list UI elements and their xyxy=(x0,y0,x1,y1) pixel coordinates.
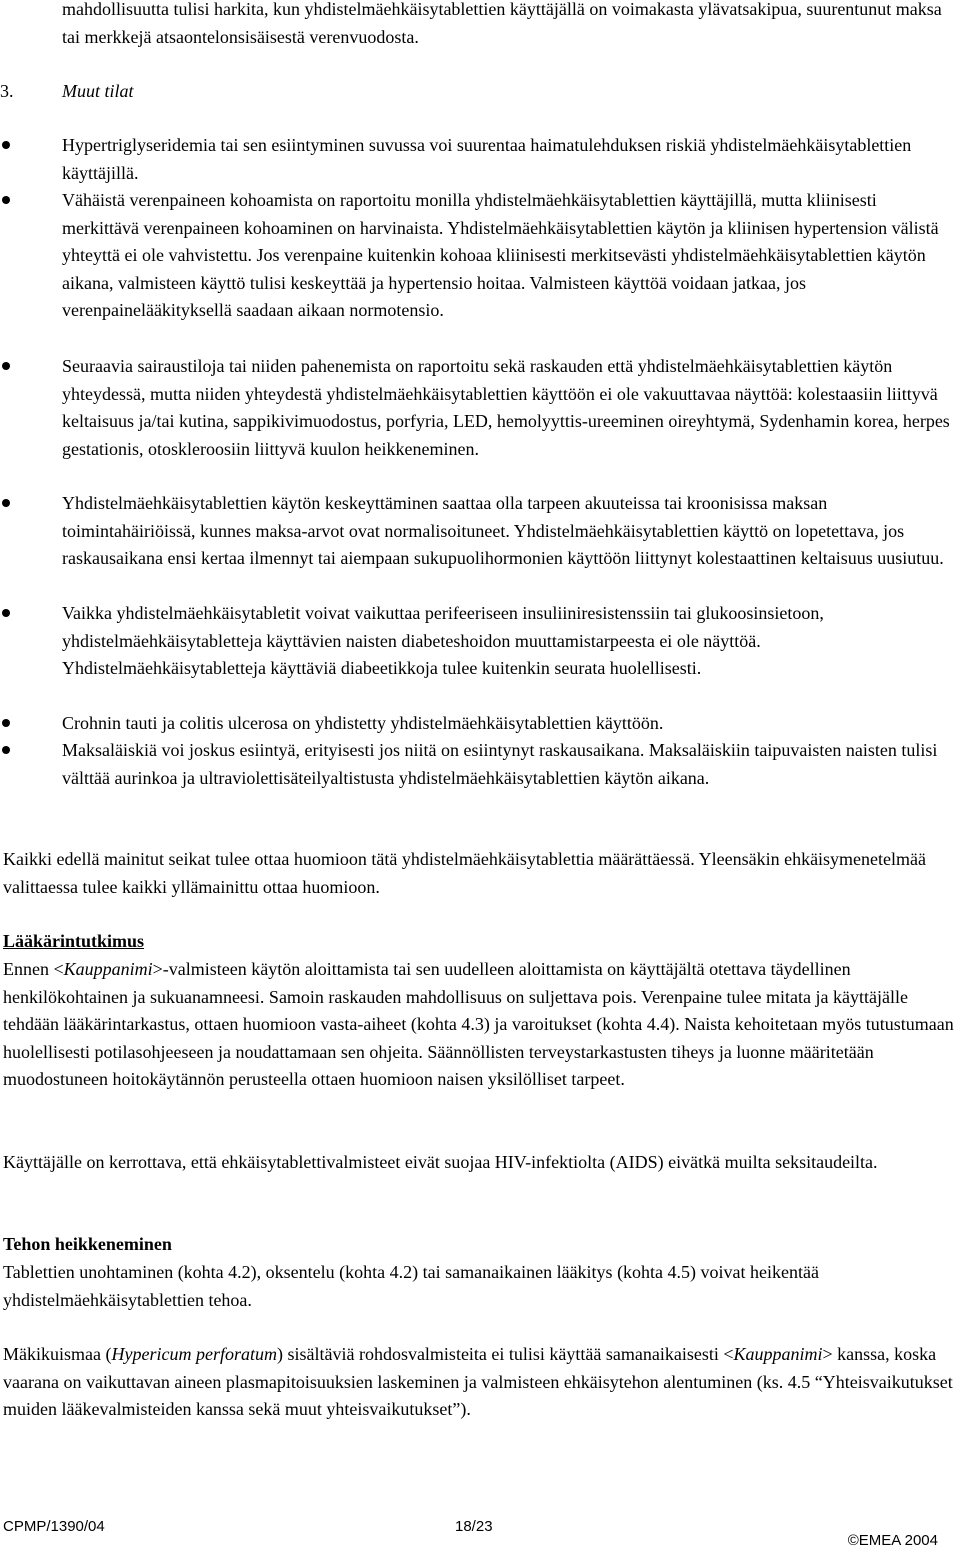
bullet-icon xyxy=(2,362,10,370)
list-item xyxy=(62,353,957,463)
list-item xyxy=(62,710,957,738)
medical-exam-heading: Lääkärintutkimus xyxy=(3,931,145,951)
text-segment: Ennen < xyxy=(3,959,64,979)
list-item-text: Yhdistelmäehkäisytablettien käytön keskeyttäminen saattaa olla tarpeen akuuteissa tai kroonisissa maksan toimintahäiriöissä, kunnes maksa-arvot ovat normalisoituneet. Yhdistelmäehkäisytablettien käyttö on lopetettava, jos raskausaikana ensi kertaa ilmennyt tai aiempaan sukupuolihormonien käyttöön liittynyt kolestaattinen keltaisuus uusiutuu. xyxy=(62,493,944,568)
list-item-text: Vaikka yhdistelmäehkäisytabletit voivat vaikuttaa perifeeriseen insuliiniresistenssiin tai glukoosinsietoon, yhdistelmäehkäisytabletteja käyttävien naisten diabeteshoidon muuttamistarpeesta ei ole näyttöä. Yhdistelmäehkäisytabletteja käyttäviä diabeetikkoja tulee kuitenkin seurata huolellisesti. xyxy=(62,603,824,678)
bullet-icon xyxy=(2,609,10,617)
list-item xyxy=(62,737,957,792)
bullet-icon xyxy=(2,746,10,754)
product-name: Kauppanimi xyxy=(733,1344,823,1364)
list-item-text: Hypertriglyseridemia tai sen esiintyminen suvussa voi suurentaa haimatulehduksen riskiä yhdistelmäehkäisytablettien käyttäjillä. xyxy=(62,135,912,183)
latin-name: Hypericum perforatum xyxy=(111,1344,277,1364)
footer-copyright: ©EMEA 2004 xyxy=(847,1532,938,1549)
medical-exam-paragraph xyxy=(3,956,957,1094)
list-item-text: Seuraavia sairaustiloja tai niiden pahenemista on raportoitu sekä raskauden että yhdistelmäehkäisytablettien käytön yhteydessä, mutta niiden yhteydestä yhdistelmäehkäisytablettien käyttöön ei ole vakuuttavaa näyttöä: kolestaasiin liittyvä keltaisuus ja/tai kutina, sappikivimuodostus, porfyria, LED, hemolyyttis-ureeminen oireyhtymä, Sydenhamin korea, herpes gestationis, otoskleroosiin liittyvä kuulon heikkeneminen. xyxy=(62,356,950,459)
bullet-icon xyxy=(2,141,10,149)
footer-doc-id: CPMP/1390/04 xyxy=(3,1518,105,1535)
efficacy-heading: Tehon heikkeneminen xyxy=(3,1234,172,1254)
text-segment: > kanssa, koska vaarana on vaikuttavan aineen plasmapitoisuuksien laskeminen ja valmisteen ehkäisytehon alentuminen (ks. 4.5 “Yhteisvaikutukset muiden lääkevalmisteiden kanssa sekä muut yhteisvaikutukset”). xyxy=(3,1344,953,1419)
list-item-text: Crohnin tauti ja colitis ulcerosa on yhdistetty yhdistelmäehkäisytablettien käyttöön. xyxy=(62,713,664,733)
bullet-icon xyxy=(2,196,10,204)
text-segment: ) sisältäviä rohdosvalmisteita ei tulisi käyttää samanaikaisesti < xyxy=(276,1344,734,1364)
list-item xyxy=(62,600,957,683)
efficacy-paragraph: Tablettien unohtaminen (kohta 4.2), oksentelu (kohta 4.2) tai samanaikainen lääkitys (kohta 4.5) voivat heikentää yhdistelmäehkäisytablettien tehoa. xyxy=(3,1262,819,1310)
list-item-text: Maksaläiskiä voi joskus esiintyä, erityisesti jos niitä on esiintynyt raskausaikana. Maksaläiskiin taipuvaisten naisten tulisi välttää aurinkoa ja ultraviolettisäteilyaltistusta yhdistelmäehkäisytablettien käytön aikana. xyxy=(62,740,938,788)
list-item-text: Vähäistä verenpaineen kohoamista on raportoitu monilla yhdistelmäehkäisytablettien käyttäjillä, mutta kliinisesti merkittävä verenpaineen kohoaminen on harvinaista. Yhdistelmäehkäisytablettien käytön ja kliinisen hypertension välistä yhteyttä ei ole vahvistettu. Jos verenpaine kuitenkin kohoaa kliinisesti merkitsevästi yhdistelmäehkäisytablettien käytön aikana, valmisteen käyttö tulisi keskeyttää ja hypertensio hoitaa. Valmisteen käyttöä voidaan jatkaa, jos verenpainelääkityksellä saadaan aikaan normotensio. xyxy=(62,190,939,320)
bullet-icon xyxy=(2,719,10,727)
footer-page-number: 18/23 xyxy=(455,1518,493,1535)
text-segment: >-valmisteen käytön aloittamista tai sen uudelleen aloittamista on käyttäjältä otettava täydellinen henkilökohtainen ja sukuanamneesi. Samoin raskauden mahdollisuus on suljettava pois. Verenpaine tulee mitata ja käyttäjälle tehdään lääkärintarkastus, ottaen huomioon vasta-aiheet (kohta 4.3) ja varoitukset (kohta 4.4). Naista kehoitetaan myös tutustumaan huolellisesti potilasohjeeseen ja noudattamaan sen ohjeita. Säännöllisten terveystarkastusten tiheys ja luonne määritetään muodostuneen hoitokäytännön perusteella ottaen huomioon naisen yksilölliset tarpeet. xyxy=(3,959,954,1089)
continued-paragraph: mahdollisuutta tulisi harkita, kun yhdistelmäehkäisytablettien käyttäjällä on voimakasta ylävatsakipua, suurentunut maksa tai merkkejä atsaontelonsisäisestä verenvuodosta. xyxy=(62,0,942,47)
hiv-paragraph: Käyttäjälle on kerrottava, että ehkäisytablettivalmisteet eivät suojaa HIV-infektiolta (AIDS) eivätkä muilta seksitaudeilta. xyxy=(3,1152,878,1172)
product-name: Kauppanimi xyxy=(63,959,153,979)
text-segment: Mäkikuismaa ( xyxy=(3,1344,112,1364)
section-title-text: Muut tilat xyxy=(62,81,134,101)
section-number: 3. xyxy=(0,81,14,101)
section-title xyxy=(62,78,957,106)
list-item xyxy=(62,490,957,573)
hypericum-paragraph xyxy=(3,1341,957,1424)
list-item xyxy=(62,132,957,187)
bullet-icon xyxy=(2,499,10,507)
list-item xyxy=(62,187,957,325)
summary-paragraph: Kaikki edellä mainitut seikat tulee ottaa huomioon tätä yhdistelmäehkäisytablettia määrättäessä. Yleensäkin ehkäisymenetelmää valittaessa tulee kaikki yllämainittu ottaa huomioon. xyxy=(3,849,927,897)
